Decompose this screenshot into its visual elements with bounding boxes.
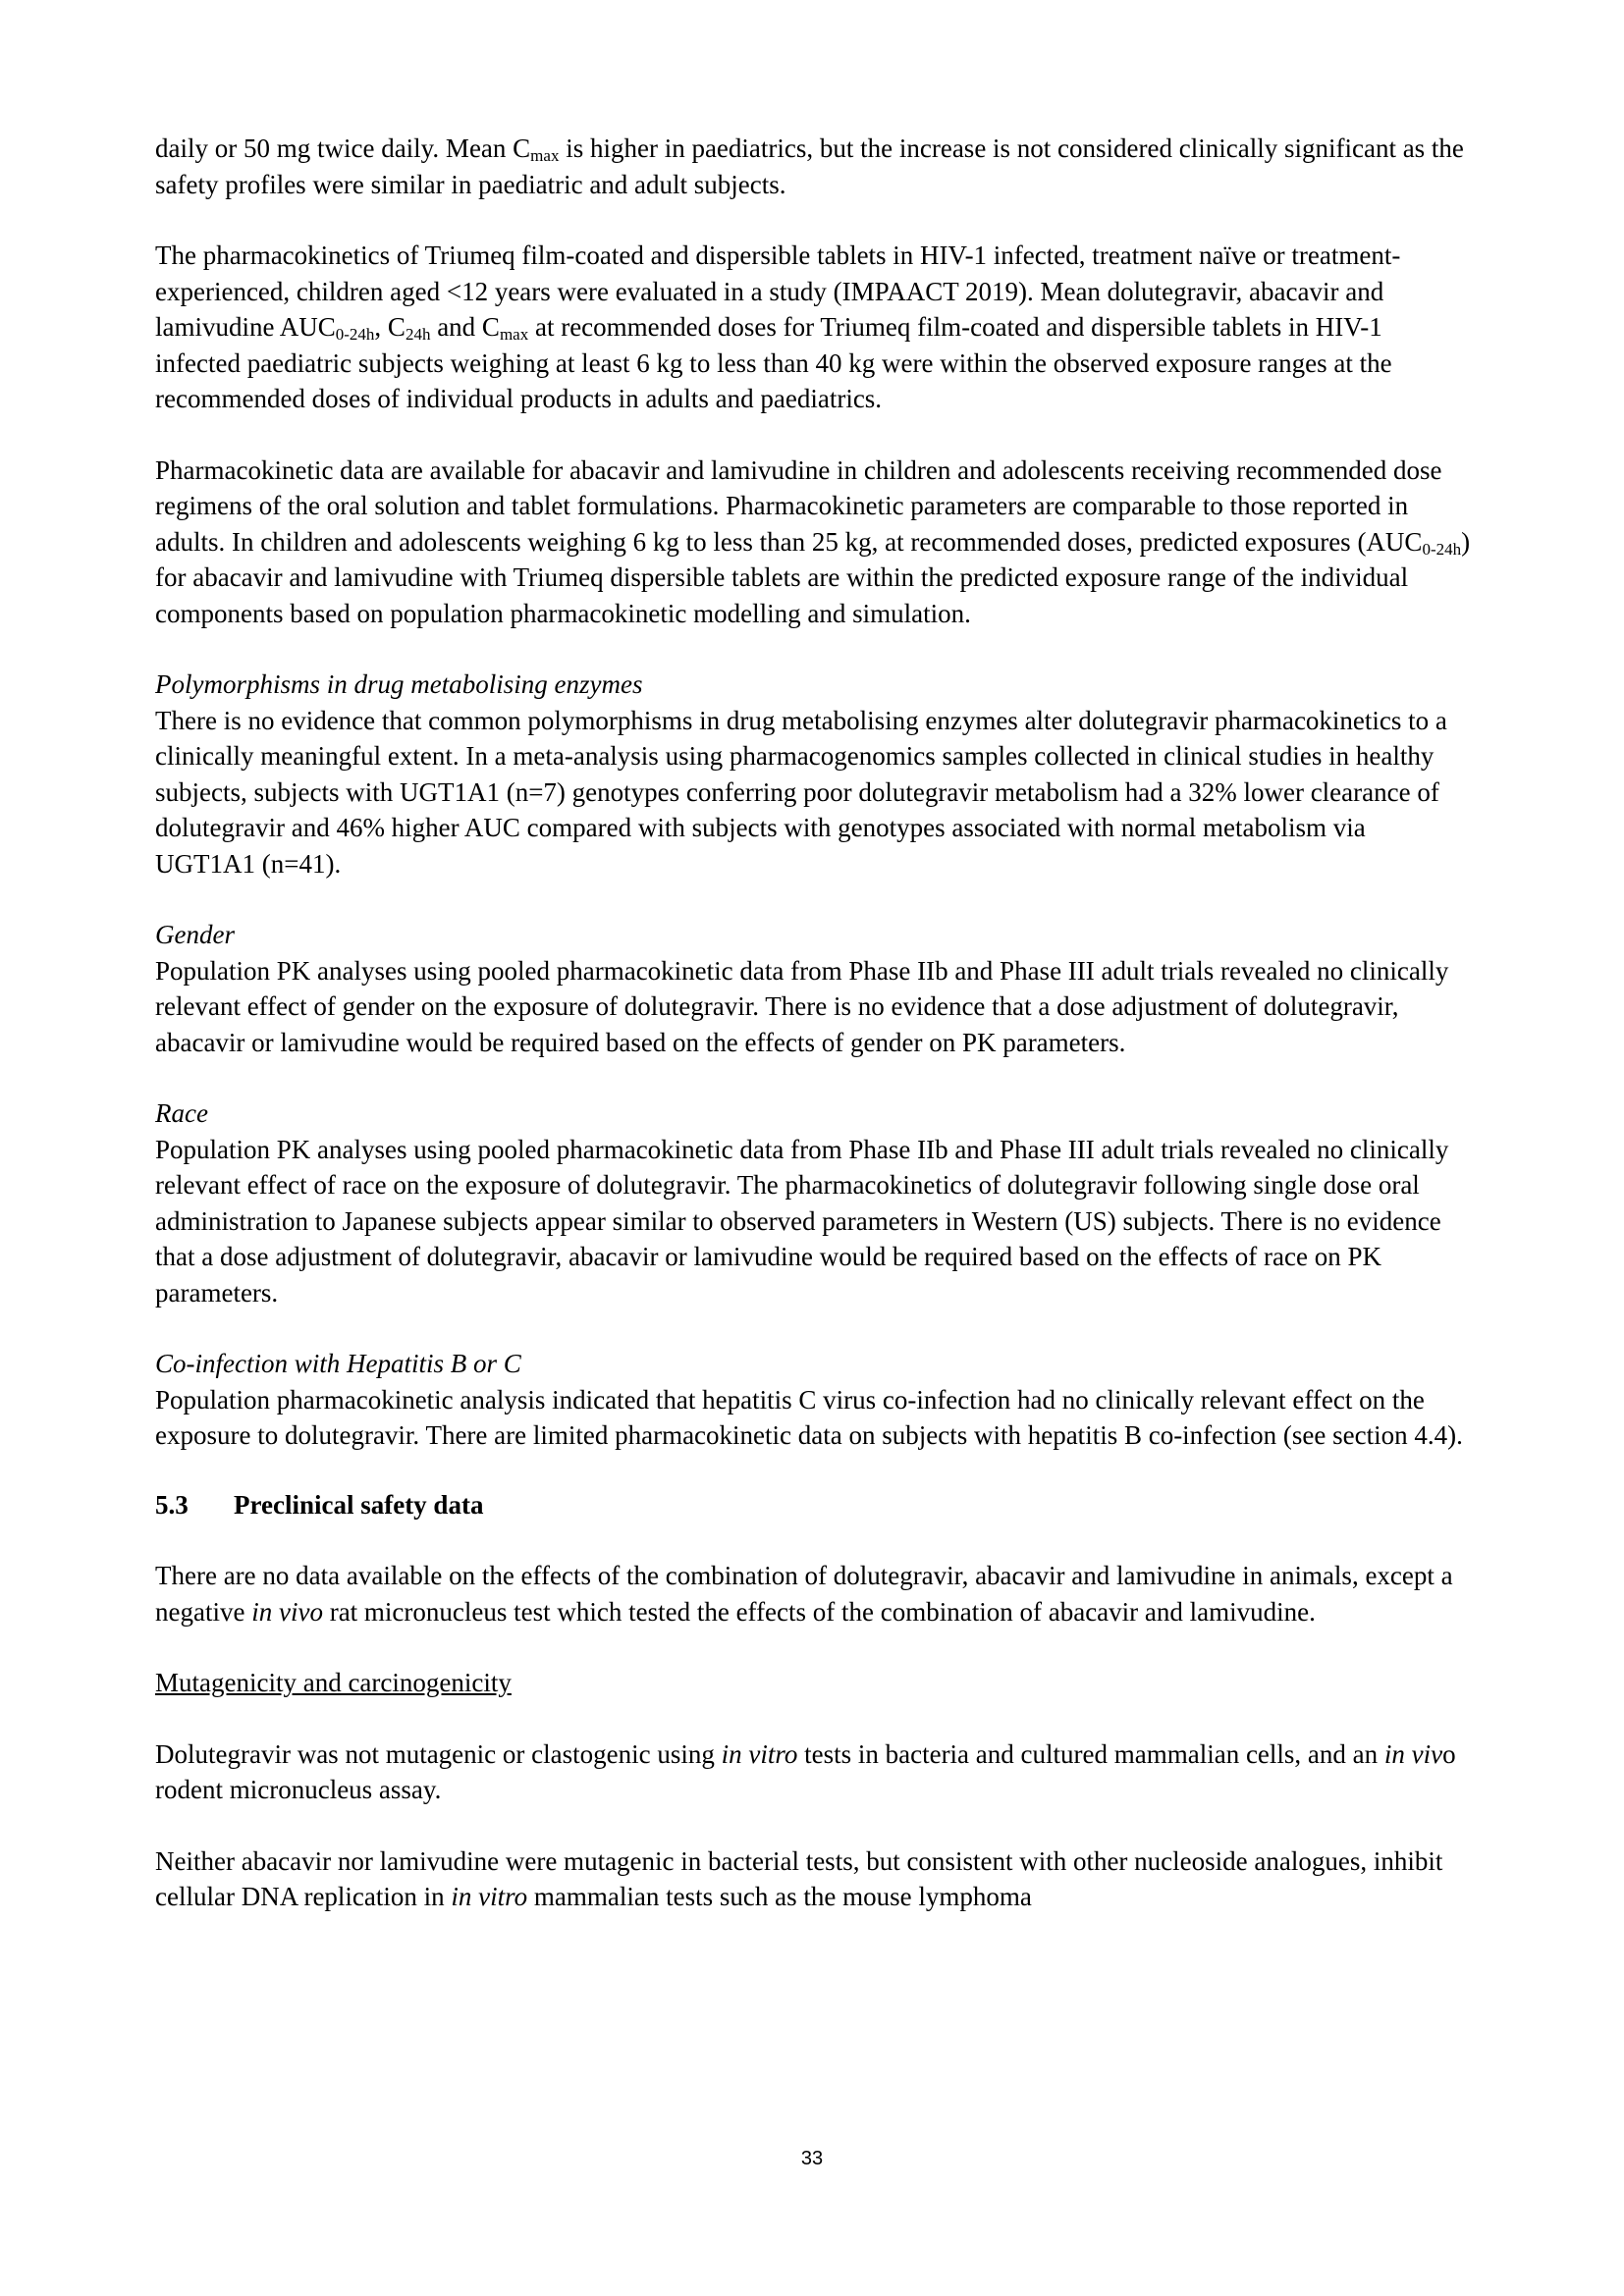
heading-gender: Gender <box>155 920 235 949</box>
text: There are no data available on the effects of the combination of dolutegravir, abacavir and lamivudine in animals, except a negative <box>155 1561 1453 1627</box>
subscript: max <box>499 325 529 344</box>
paragraph-polymorphisms: There is no evidence that common polymorphisms in drug metabolising enzymes alter dolutegravir pharmacokinetics to a clinically meaningful extent. In a meta-analysis using pharmacogenomics samples collected in clinical studies in healthy subjects, subjects with UGT1A1 (n=7) genotypes conferring poor dolutegravir metabolism had a 32% lower clearance of dolutegravir and 46% higher AUC compared with subjects with genotypes associated with normal metabolism via UGT1A1 (n=41). <box>155 705 1447 879</box>
paragraph-coinfection: Population pharmacokinetic analysis indicated that hepatitis C virus co-infection had no clinically relevant effect on the exposure to dolutegravir. There are limited pharmacokinetic data on subjects with hepatitis B co-infection (see section 4.4). <box>155 1384 1463 1450</box>
subscript: 24h <box>405 325 431 344</box>
text: daily or 50 mg twice daily. Mean C <box>155 133 531 163</box>
paragraph-dolutegravir-mutagenic <box>155 1736 1471 1808</box>
paragraph-race: Population PK analyses using pooled pharmacokinetic data from Phase IIb and Phase III adult trials revealed no clinically relevant effect of race on the exposure of dolutegravir. The pharmacokinetics of dolutegravir following single dose oral administration to Japanese subjects appear similar to observed parameters in Western (US) subjects. There is no evidence that a dose adjustment of dolutegravir, abacavir or lamivudine would be required based on the effects of race on PK parameters. <box>155 1134 1449 1308</box>
text: o rodent micronucleus assay. <box>155 1738 1456 1804</box>
heading-race: Race <box>155 1098 208 1128</box>
subscript: 0-24h <box>1422 539 1462 559</box>
italic-text: in viv <box>1383 1738 1443 1769</box>
paragraph-impaact-study <box>155 238 1471 417</box>
italic-text: in vivo <box>251 1596 323 1627</box>
text: The pharmacokinetics of Triumeq film-coated and dispersible tablets in HIV-1 infected, treatment naïve or treatment-experienced, children aged <12 years were evaluated in a study (IMPAACT 2019). Mean dolutegravir, abacavir and lamivudine AUC <box>155 240 1401 342</box>
text: is higher in paediatrics, but the increase is not considered clinically significant as the safety profiles were similar in paediatric and adult subjects. <box>155 133 1464 199</box>
text: Dolutegravir was not mutagenic or clastogenic using <box>155 1738 722 1769</box>
paragraph-abacavir-lamivudine-pk <box>155 453 1471 632</box>
text: mammalian tests such as the mouse lymphoma <box>527 1882 1032 1911</box>
section-heading-preclinical <box>155 1487 1471 1523</box>
subscript: max <box>530 146 560 165</box>
subscript: 0-24h <box>335 325 375 344</box>
paragraph-preclinical <box>155 1558 1471 1629</box>
text: at recommended doses for Triumeq film-coated and dispersible tablets in HIV-1 infected paediatric subjects weighing at least 6 kg to less than 40 kg were within the observed exposure ranges at the recommended doses of individual products in adults and paediatrics. <box>155 312 1392 413</box>
page-number: 33 <box>800 2148 824 2169</box>
text: , C <box>374 312 406 342</box>
section-number: 5.3 <box>155 1489 189 1520</box>
text: and C <box>430 312 500 342</box>
paragraph-abacavir-lamivudine-mutagenic <box>155 1843 1471 1915</box>
paragraph-paediatric-cmax <box>155 131 1471 202</box>
text: rat micronucleus test which tested the effects of the combination of abacavir and lamivudine. <box>322 1596 1316 1627</box>
document-page <box>155 131 1471 1915</box>
text: Pharmacokinetic data are available for abacavir and lamivudine in children and adolescents receiving recommended dose regimens of the oral solution and tablet formulations. Pharmacokinetic parameters are comparable to those reported in adults. In children and adolescents weighing 6 kg to less than 25 kg, at recommended doses, predicted exposures (AUC <box>155 454 1442 557</box>
text: Neither abacavir nor lamivudine were mutagenic in bacterial tests, but consistent with other nucleoside analogues, inhibit cellular DNA replication in <box>155 1845 1443 1911</box>
italic-text: in vitro <box>451 1882 528 1911</box>
paragraph-gender: Population PK analyses using pooled pharmacokinetic data from Phase IIb and Phase III adult trials revealed no clinically relevant effect of gender on the exposure of dolutegravir. There is no evidence that a dose adjustment of dolutegravir, abacavir or lamivudine would be required based on the effects of gender on PK parameters. <box>155 955 1449 1057</box>
heading-mutagenicity: Mutagenicity and carcinogenicity <box>155 1668 512 1697</box>
text: tests in bacteria and cultured mammalian cells, and an <box>797 1738 1384 1769</box>
italic-text: in vitro <box>721 1738 798 1769</box>
text: ) for abacavir and lamivudine with Triumeq dispersible tablets are within the predicted exposure range of the individual components based on population pharmacokinetic modelling and simulation. <box>155 526 1471 628</box>
heading-polymorphisms: Polymorphisms in drug metabolising enzymes <box>155 669 643 699</box>
heading-coinfection: Co-infection with Hepatitis B or C <box>155 1349 521 1378</box>
section-title: Preclinical safety data <box>234 1489 484 1520</box>
